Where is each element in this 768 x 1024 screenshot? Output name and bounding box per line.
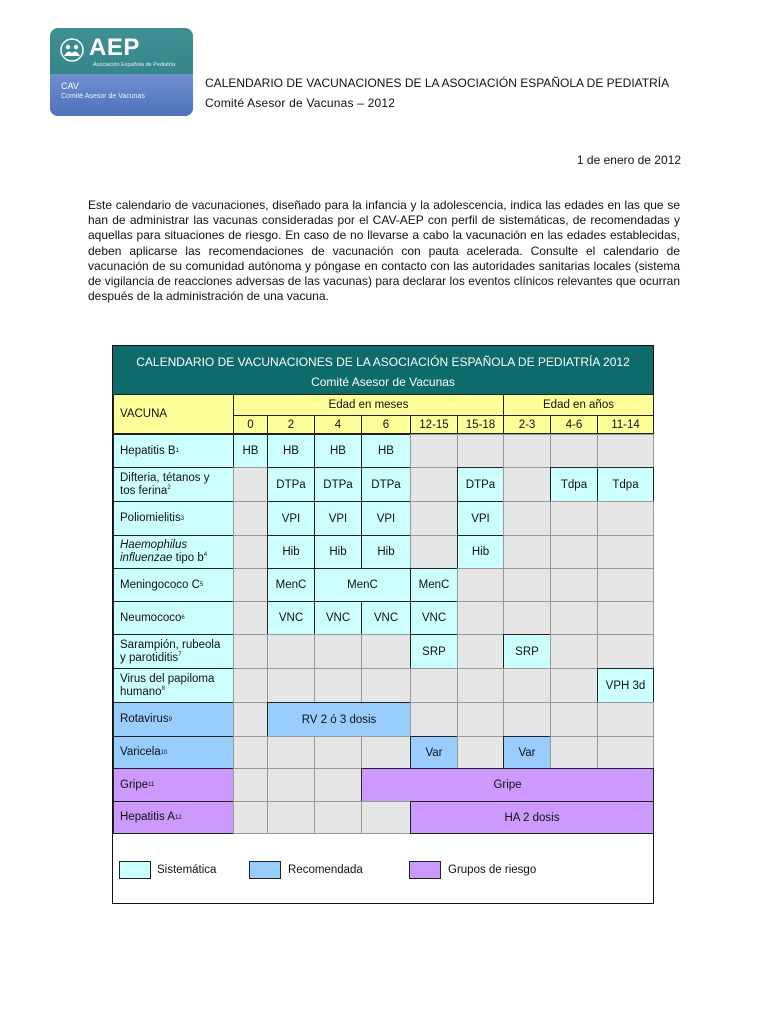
row-label-text: Sarampión, rubeola — [120, 638, 221, 651]
cell-empty — [267, 668, 315, 703]
age-header: 15-18 — [457, 415, 504, 434]
cell-empty — [233, 768, 268, 802]
cell-empty — [314, 768, 362, 802]
cell-empty — [597, 501, 654, 536]
cell-empty — [457, 736, 504, 769]
cell-empty — [233, 601, 268, 635]
cell-empty — [233, 467, 268, 502]
cell-vnc: VNC — [410, 601, 458, 635]
cell-empty — [550, 736, 598, 769]
cell-empty — [233, 634, 268, 669]
row-label-text: Neumococo — [120, 611, 182, 624]
cell-empty — [267, 801, 315, 834]
cell-empty — [410, 535, 458, 569]
cell-empty — [233, 801, 268, 834]
cell-empty — [597, 601, 654, 635]
cell-hb: HB — [314, 434, 362, 468]
age-header: 2 — [267, 415, 315, 434]
legend-swatch-riesgo — [409, 861, 441, 879]
cell-vnc: VNC — [267, 601, 315, 635]
row-label-gripe: Gripe 11 — [113, 768, 234, 802]
age-header: 12-15 — [410, 415, 458, 434]
age-header: 11-14 — [597, 415, 654, 434]
cell-empty — [503, 501, 551, 536]
cell-empty — [233, 736, 268, 769]
row-label-text: Varicela — [120, 746, 161, 758]
legend-label-recomendada: Recomendada — [288, 864, 363, 876]
cell-empty — [457, 668, 504, 703]
cell-empty — [233, 668, 268, 703]
cell-empty — [503, 601, 551, 635]
cell-empty — [361, 668, 411, 703]
cell-empty — [597, 535, 654, 569]
age-header: 6 — [361, 415, 411, 434]
cell-vnc: VNC — [361, 601, 411, 635]
cell-empty — [314, 668, 362, 703]
intro-paragraph: Este calendario de vacunaciones, diseñado para la infancia y la adolescencia, indica las edades en las que se han de administrar las vacunas consideradas por el CAV-AEP con perfil de sistemáticas, de recomendadas y aquellas para situaciones de riesgo. En caso de no llevarse a cabo la vacunación en las edades establecidas, deben aplicarse las recomendaciones de vacunación con pauta acelerada. Consulte el calendario de vacunación de su comunidad autónoma y póngase en contacto con las autoridades sanitarias locales (sistema de vigilancia de reacciones adversas de las vacunas) para declarar los eventos clínicos relevantes que ocurran después de la administración de una vacuna. — [88, 198, 680, 304]
cell-vpi: VPI — [457, 501, 504, 536]
cell-dtpa: DTPa — [361, 467, 411, 502]
row-label-text: Rotavirus — [120, 713, 169, 725]
cell-hb: HB — [267, 434, 315, 468]
cell-gripe: Gripe — [361, 768, 654, 802]
cell-empty — [314, 801, 362, 834]
footnote-ref: 7 — [178, 651, 182, 658]
cell-empty — [550, 601, 598, 635]
row-label-hepatitis-a: Hepatitis A 12 — [113, 801, 234, 834]
cell-tdpa: Tdpa — [550, 467, 598, 502]
row-label-haemophilus — [113, 535, 234, 569]
cell-empty — [233, 568, 268, 602]
row-label-text: tos ferina — [120, 484, 168, 497]
cell-empty — [410, 467, 458, 502]
legend-label-riesgo: Grupos de riesgo — [448, 864, 537, 876]
anos-header: Edad en años — [503, 394, 654, 416]
cell-hib: Hib — [267, 535, 315, 569]
row-label-text: Hepatitis A — [120, 811, 175, 823]
cell-empty — [233, 501, 268, 536]
row-label-text: Difteria, tétanos y — [120, 471, 210, 484]
cell-dtpa: DTPa — [457, 467, 504, 502]
cell-menc: MenC — [410, 568, 458, 602]
cell-empty — [233, 702, 268, 737]
cell-srp: SRP — [503, 634, 551, 669]
cell-empty — [410, 702, 458, 737]
cell-empty — [597, 434, 654, 468]
cell-menc: MenC — [314, 568, 411, 602]
cell-empty — [550, 434, 598, 468]
cell-vph: VPH 3d — [597, 668, 654, 703]
row-label-text: Virus del papiloma — [120, 672, 215, 685]
cell-var: Var — [410, 736, 458, 769]
cell-empty — [597, 736, 654, 769]
cell-empty — [550, 702, 598, 737]
row-label-neumococo: Neumococo 6 — [113, 601, 234, 635]
document-title: CALENDARIO DE VACUNACIONES DE LA ASOCIACIÓN ESPAÑOLA DE PEDIATRÍA — [205, 76, 670, 90]
vacuna-header: VACUNA — [113, 394, 234, 434]
footnote-ref: 2 — [167, 484, 171, 491]
footnote-ref: 4 — [203, 552, 208, 559]
row-label-text: humano — [120, 685, 162, 698]
logo-brand-subtitle: Asociación Española de Pediatría — [93, 62, 176, 68]
cell-empty — [410, 501, 458, 536]
cell-hb: HB — [361, 434, 411, 468]
row-label-text: y parotiditis — [120, 651, 179, 664]
cell-empty — [550, 634, 598, 669]
cell-empty — [550, 535, 598, 569]
cell-empty — [410, 434, 458, 468]
row-label-text: Hepatitis B — [120, 444, 176, 457]
logo-brand: AEP — [89, 34, 140, 61]
cell-dtpa: DTPa — [314, 467, 362, 502]
cell-empty — [457, 702, 504, 737]
cell-empty — [457, 434, 504, 468]
table-subtitle: Comité Asesor de Vacunas — [311, 375, 455, 389]
cell-empty — [361, 801, 411, 834]
cell-empty — [503, 702, 551, 737]
row-label-meningococo: Meningococo C 5 — [113, 568, 234, 602]
document-date: 1 de enero de 2012 — [576, 153, 681, 167]
age-header: 2-3 — [503, 415, 551, 434]
cell-empty — [457, 568, 504, 602]
row-label-text: influenzae — [120, 552, 173, 564]
row-label-text: Poliomielitis — [120, 512, 181, 524]
row-label-rotavirus: Rotavirus 9 — [113, 702, 234, 737]
cell-empty — [267, 736, 315, 769]
cell-hb: HB — [233, 434, 268, 468]
cell-empty — [457, 601, 504, 635]
cell-rv: RV 2 ó 3 dosis — [267, 702, 411, 737]
cell-empty — [503, 568, 551, 602]
cell-vnc: VNC — [314, 601, 362, 635]
table-title: CALENDARIO DE VACUNACIONES DE LA ASOCIACIÓN ESPAÑOLA DE PEDIATRÍA 2012 — [136, 355, 630, 369]
row-label-text: Haemophilus — [120, 539, 188, 551]
row-label-text: tipo b — [172, 552, 204, 564]
row-label-papiloma — [113, 668, 234, 703]
row-label-hepatitis-b: Hepatitis B 1 — [113, 434, 234, 468]
cell-tdpa: Tdpa — [597, 467, 654, 502]
age-header: 4 — [314, 415, 362, 434]
cell-vpi: VPI — [361, 501, 411, 536]
cell-empty — [597, 568, 654, 602]
cell-var: Var — [503, 736, 551, 769]
aep-logo — [50, 28, 193, 116]
cell-empty — [503, 467, 551, 502]
cell-empty — [503, 535, 551, 569]
row-label-difteria — [113, 467, 234, 502]
cell-vpi: VPI — [267, 501, 315, 536]
cell-empty — [503, 434, 551, 468]
row-label-sarampion — [113, 634, 234, 669]
aep-emblem-icon — [60, 38, 84, 62]
table-title-band — [113, 346, 653, 394]
cell-hib: Hib — [457, 535, 504, 569]
meses-header: Edad en meses — [233, 394, 504, 416]
cell-hib: Hib — [361, 535, 411, 569]
row-label-poliomielitis: Poliomielitis 3 — [113, 501, 234, 536]
legend-swatch-recomendada — [249, 861, 281, 879]
cell-ha: HA 2 dosis — [410, 801, 654, 834]
row-label-text: Gripe — [120, 778, 149, 791]
legend-swatch-sistematica — [119, 861, 151, 879]
cell-empty — [457, 634, 504, 669]
cell-menc: MenC — [267, 568, 315, 602]
cell-empty — [267, 768, 315, 802]
cell-empty — [410, 668, 458, 703]
age-header: 0 — [233, 415, 268, 434]
cell-empty — [550, 568, 598, 602]
footnote-ref: 8 — [161, 685, 165, 692]
cell-dtpa: DTPa — [267, 467, 315, 502]
cell-empty — [503, 668, 551, 703]
cell-empty — [267, 634, 315, 669]
cell-empty — [361, 634, 411, 669]
cell-hib: Hib — [314, 535, 362, 569]
legend-label-sistematica: Sistemática — [157, 864, 217, 876]
cell-empty — [550, 501, 598, 536]
cell-empty — [314, 736, 362, 769]
row-label-text: Meningococo C — [120, 578, 200, 591]
age-header: 4-6 — [550, 415, 598, 434]
logo-cav: CAV — [61, 81, 79, 91]
cell-empty — [314, 634, 362, 669]
cell-srp: SRP — [410, 634, 458, 669]
cell-empty — [597, 702, 654, 737]
document-subtitle: Comité Asesor de Vacunas – 2012 — [205, 96, 396, 110]
cell-empty — [233, 535, 268, 569]
cell-empty — [597, 634, 654, 669]
cell-empty — [361, 736, 411, 769]
logo-cav-subtitle: Comité Asesor de Vacunas — [61, 93, 145, 100]
row-label-varicela: Varicela 10 — [113, 736, 234, 769]
cell-vpi: VPI — [314, 501, 362, 536]
cell-empty — [550, 668, 598, 703]
